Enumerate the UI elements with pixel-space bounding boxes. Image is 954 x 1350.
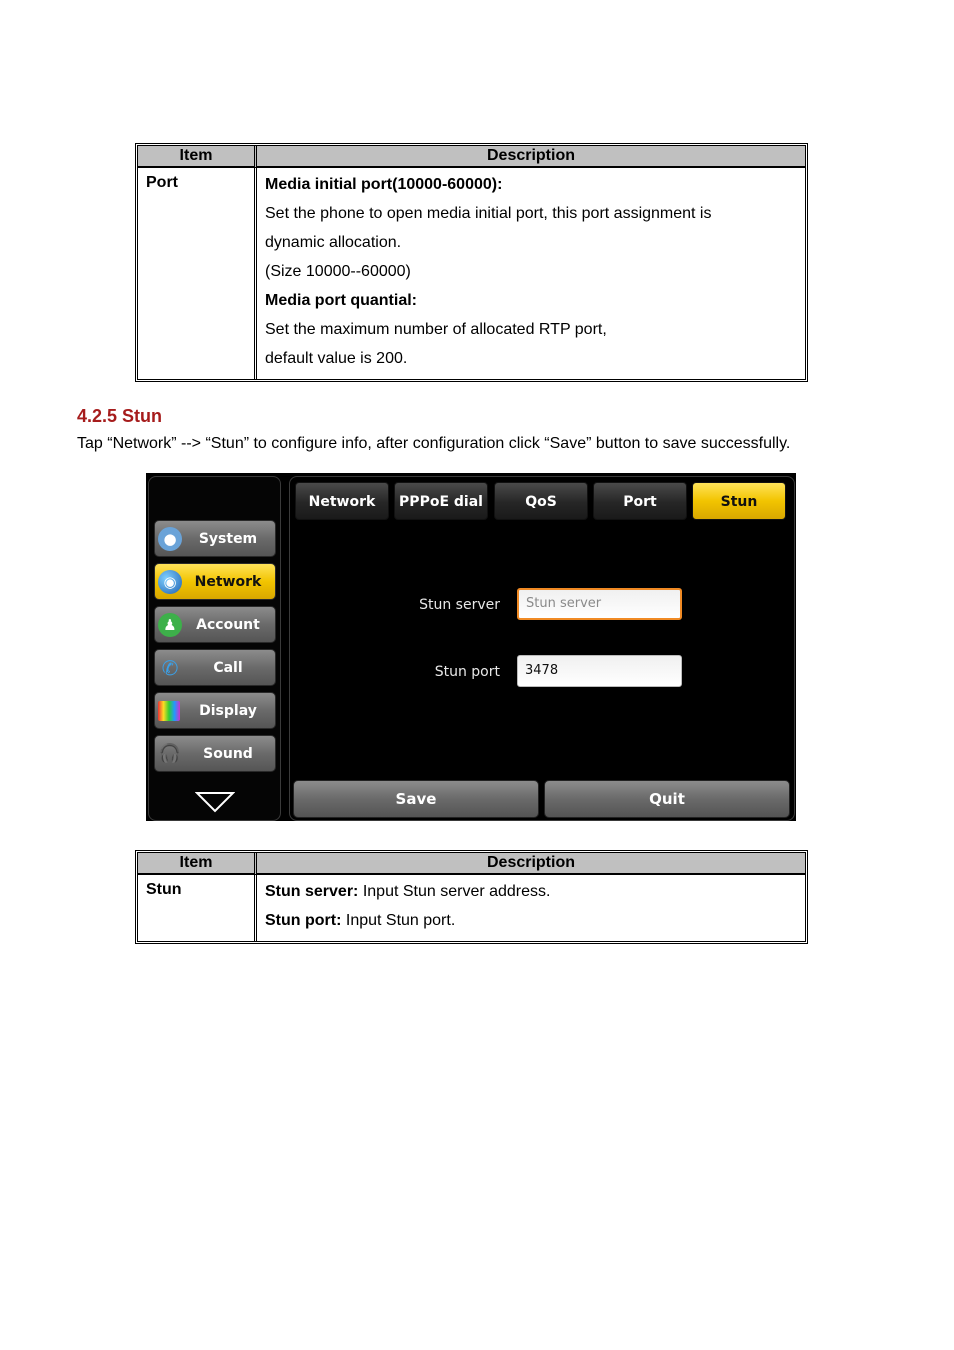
- quit-button[interactable]: Quit: [544, 780, 790, 818]
- description-line: (Size 10000--60000): [265, 263, 411, 280]
- table-description-cell: [257, 875, 805, 941]
- tab-network[interactable]: Network: [295, 482, 389, 520]
- sidebar-item-label: Display: [199, 703, 257, 719]
- description-line: dynamic allocation.: [265, 234, 402, 251]
- table-description-cell: [257, 168, 805, 379]
- scroll-down-arrow-icon[interactable]: [195, 791, 235, 813]
- sidebar-item-label: Network: [194, 574, 262, 590]
- tab-pppoe-dial[interactable]: PPPoE dial: [394, 482, 488, 520]
- table-header-description: Description: [257, 853, 805, 875]
- table-header-item: Item: [138, 146, 257, 168]
- stun-server-input[interactable]: [517, 588, 682, 620]
- sidebar-item-label: Sound: [203, 746, 253, 762]
- stun-port-value: 3478: [525, 663, 559, 678]
- phone-settings-screen: [146, 473, 796, 821]
- tab-port[interactable]: Port: [593, 482, 687, 520]
- stun-description-table: [137, 852, 806, 942]
- section-intro: Tap “Network” --> “Stun” to configure info, after configuration click “Save” button to save successfully.: [77, 435, 791, 452]
- headphones-icon: 🎧: [158, 743, 182, 764]
- table-item-cell: Stun: [138, 875, 257, 941]
- tab-qos[interactable]: QoS: [494, 482, 588, 520]
- globe-icon: ◉: [158, 570, 182, 594]
- table-header-description: Description: [257, 146, 805, 168]
- table-header-item: Item: [138, 853, 257, 875]
- description-line: Stun server: Input Stun server address.: [265, 883, 551, 900]
- sidebar-item-label: Account: [196, 617, 260, 633]
- description-line: default value is 200.: [265, 350, 408, 367]
- phone-handset-icon: ✆: [161, 656, 179, 680]
- stun-server-placeholder: Stun server: [526, 596, 602, 611]
- section-heading: 4.2.5 Stun: [77, 406, 163, 426]
- monitor-icon: [158, 701, 180, 721]
- settings-sidebar: [148, 476, 281, 821]
- sidebar-item-account[interactable]: [154, 606, 276, 643]
- sidebar-item-call[interactable]: [154, 649, 276, 686]
- description-line: Media initial port(10000-60000):: [265, 176, 503, 193]
- sidebar-item-display[interactable]: [154, 692, 276, 729]
- sidebar-item-system[interactable]: [154, 520, 276, 557]
- sidebar-item-sound[interactable]: [154, 735, 276, 772]
- sidebar-item-network[interactable]: [154, 563, 276, 600]
- table-item-cell: Port: [138, 168, 257, 379]
- save-button[interactable]: Save: [293, 780, 539, 818]
- description-line: Set the maximum number of allocated RTP port,: [265, 321, 607, 338]
- stun-port-label: Stun port: [434, 664, 500, 680]
- chat-bubbles-icon: ●: [158, 527, 182, 551]
- port-description-table: [137, 145, 806, 380]
- description-line: Stun port: Input Stun port.: [265, 912, 456, 929]
- stun-server-label: Stun server: [419, 597, 500, 613]
- stun-port-input[interactable]: [517, 655, 682, 687]
- sidebar-item-label: Call: [213, 660, 243, 676]
- description-line: Set the phone to open media initial port, this port assignment is: [265, 205, 712, 222]
- sidebar-item-label: System: [198, 531, 258, 547]
- description-line: Media port quantial:: [265, 292, 417, 309]
- stun-settings-panel: [289, 476, 795, 821]
- tab-stun[interactable]: Stun: [692, 482, 786, 520]
- users-icon: ♟: [158, 613, 182, 637]
